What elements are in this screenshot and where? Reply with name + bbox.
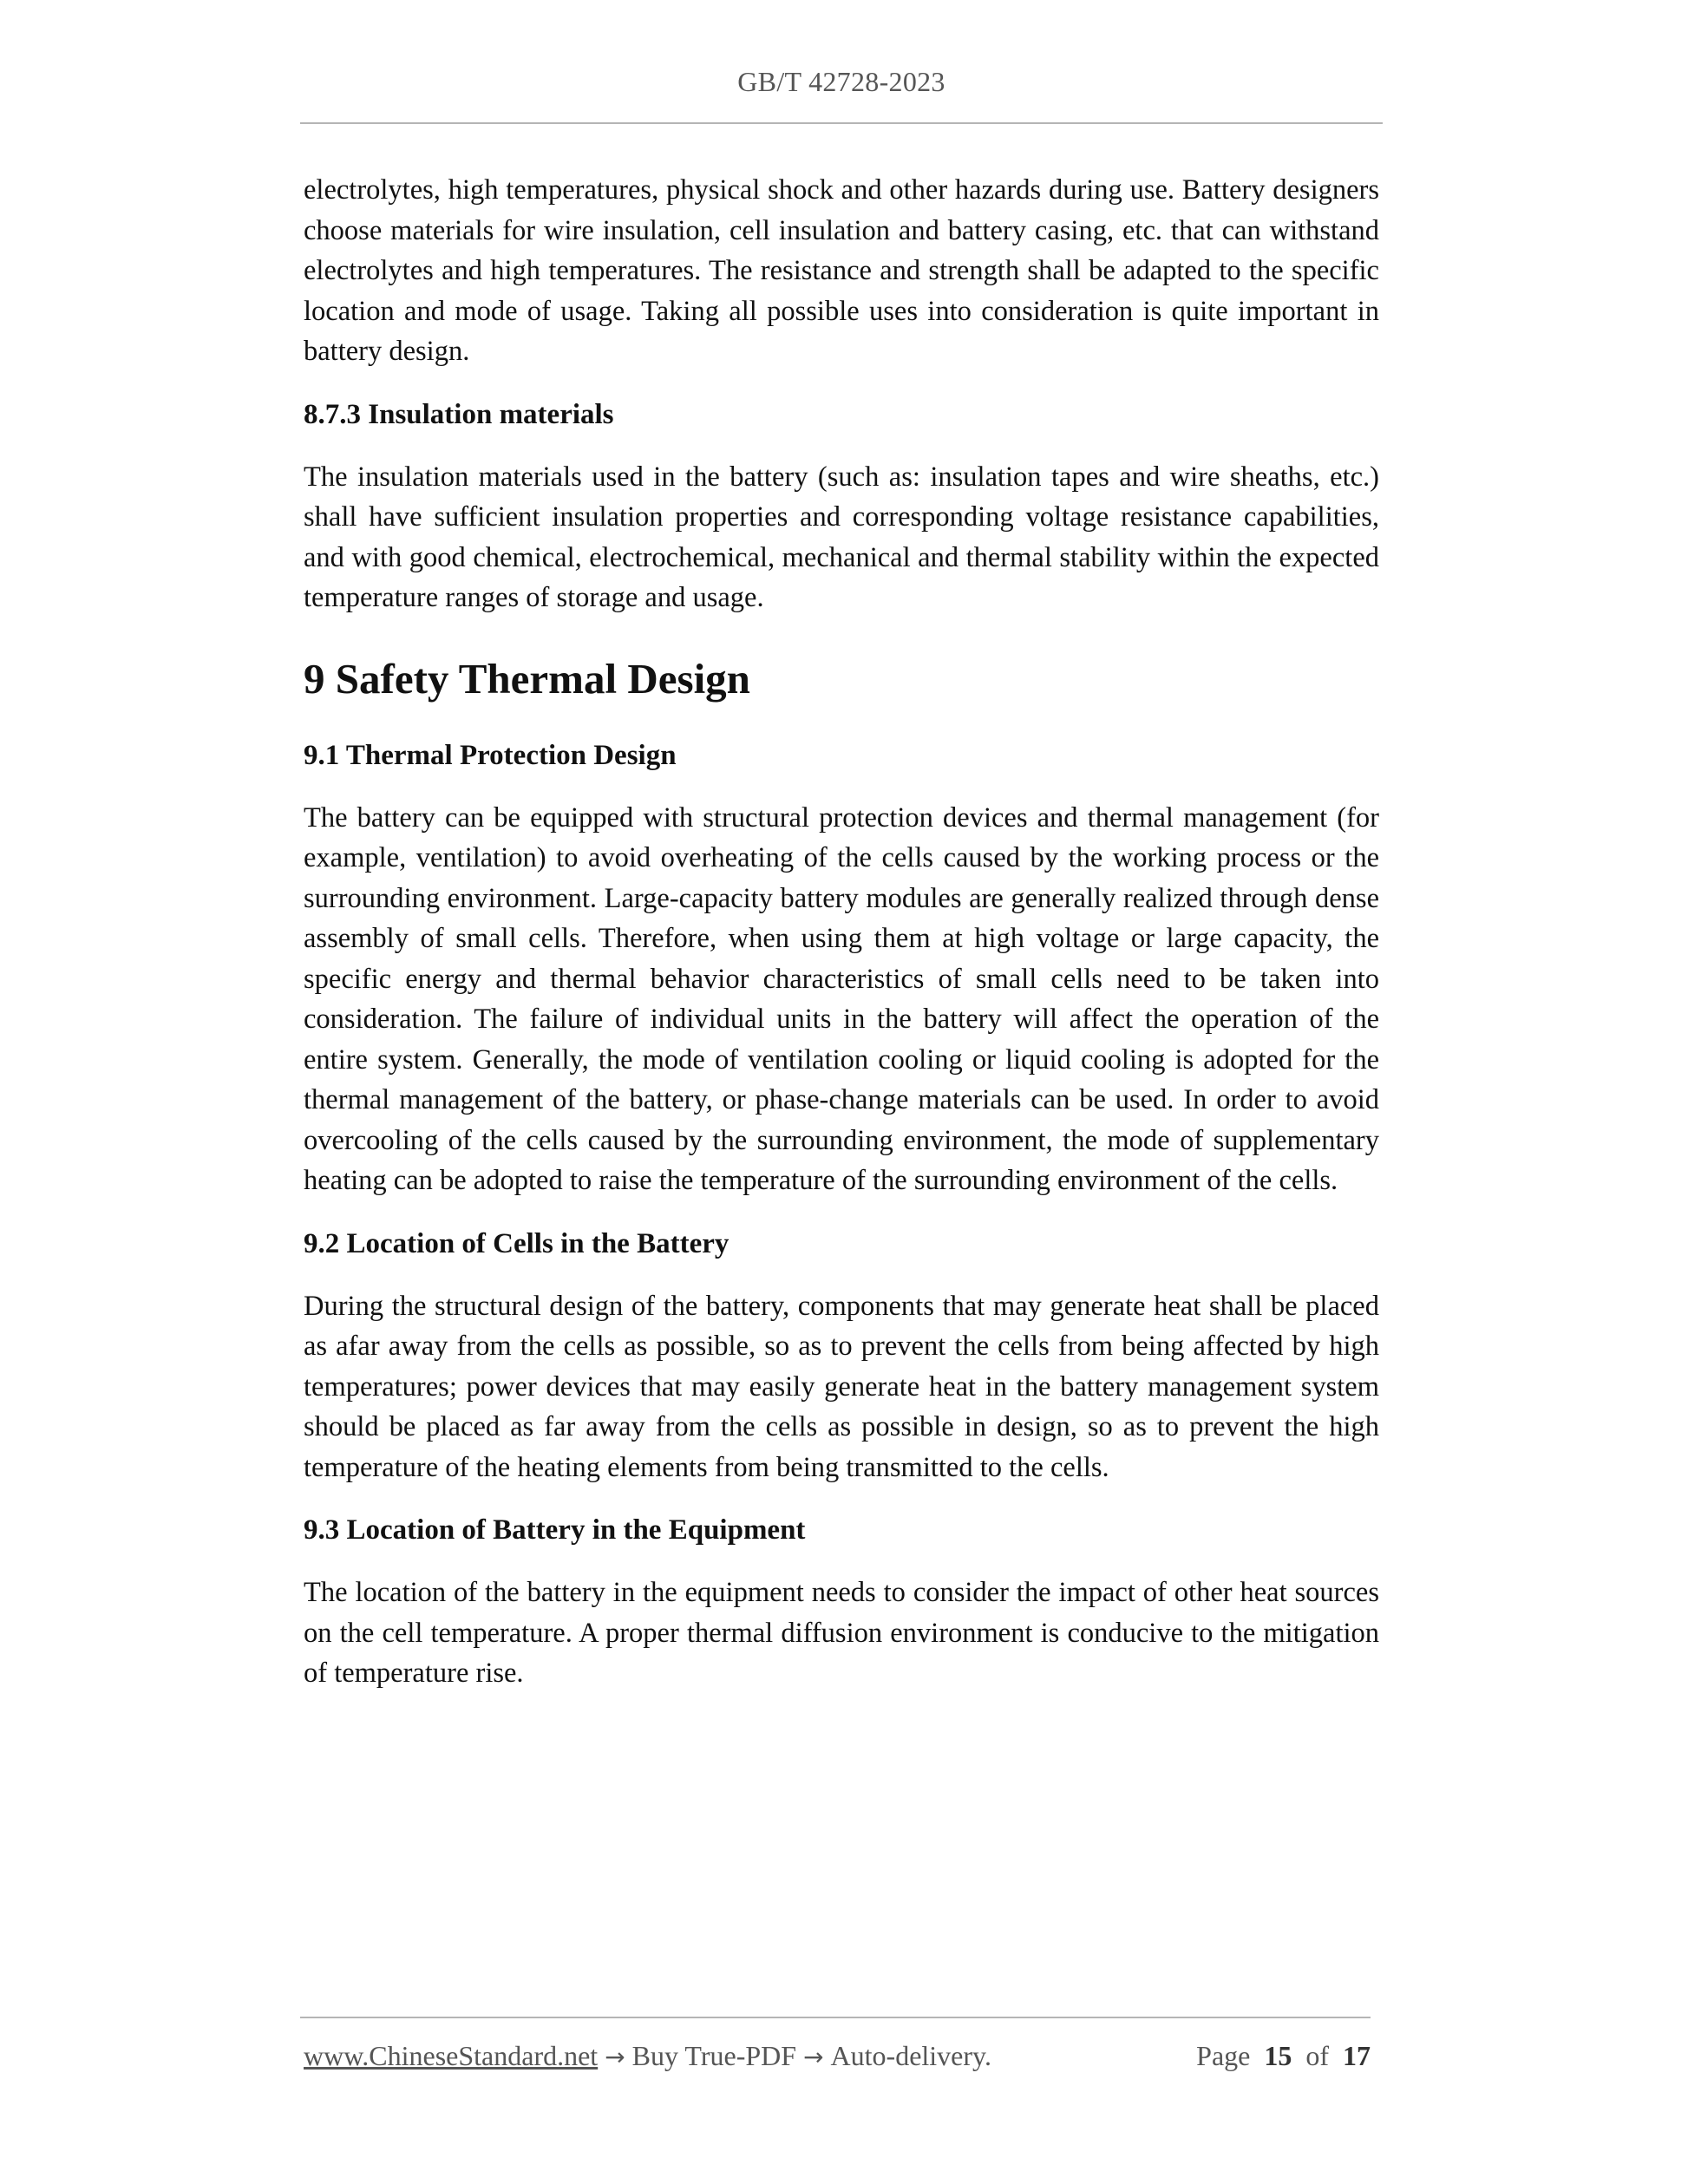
document-body xyxy=(304,170,1379,1694)
paragraph-cell-location: During the structural design of the battery, components that may generate heat shall be placed as afar away from the cells as possible, so as to prevent the cells from being affected by high temperatures; power devices that may easily generate heat in the battery management system should be placed as far away from the cells as possible in design, so as to prevent the high temperature of the heating elements from being transmitted to the cells. xyxy=(304,1290,1379,1483)
buy-pdf-text: Buy True-PDF xyxy=(631,2040,797,2071)
page-total: 17 xyxy=(1343,2040,1371,2071)
paragraph-battery-location: The location of the battery in the equipment needs to consider the impact of other heat sources on the cell temperature. A proper thermal diffusion environment is conducive to the mitigation of temperature rise. xyxy=(304,1577,1379,1689)
heading-9-2: 9.2 Location of Cells in the Battery xyxy=(304,1227,730,1259)
page-label: Page xyxy=(1196,2040,1251,2071)
page-current: 15 xyxy=(1264,2040,1292,2071)
heading-9-1: 9.1 Thermal Protection Design xyxy=(304,739,677,771)
of-label: of xyxy=(1305,2040,1329,2071)
paragraph-continued: electrolytes, high temperatures, physical shock and other hazards during use. Battery designers choose materials for wire insulation, cell insulation and battery casing, etc. that can withstand electrolytes and high temperatures. The resistance and strength shall be adapted to the specific location and mode of usage. Taking all possible uses into consideration is quite important in battery design. xyxy=(304,174,1379,367)
footer-promo xyxy=(304,2037,991,2076)
document-header: GB/T 42728-2023 xyxy=(737,66,945,97)
page-number xyxy=(1196,2037,1371,2075)
paragraph-insulation-materials: The insulation materials used in the battery (such as: insulation tapes and wire sheaths, etc.) shall have sufficient insulation properties and corresponding voltage resistance capabilities, and with good chemical, electrochemical, mechanical and thermal stability within the expected temperature ranges of storage and usage. xyxy=(304,461,1379,613)
right-arrow-icon: → xyxy=(803,2043,824,2071)
heading-section-9: 9 Safety Thermal Design xyxy=(304,654,750,703)
heading-9-3: 9.3 Location of Battery in the Equipment xyxy=(304,1514,806,1546)
heading-8-7-3: 8.7.3 Insulation materials xyxy=(304,398,614,430)
header-divider xyxy=(300,122,1383,124)
footer-divider xyxy=(300,2017,1371,2018)
site-link[interactable]: www.ChineseStandard.net xyxy=(304,2040,599,2071)
right-arrow-icon: → xyxy=(605,2043,625,2071)
paragraph-thermal-protection: The battery can be equipped with structural protection devices and thermal management (for example, ventilation) to avoid overheating of the cells caused by the working process or the surrounding environment. Large-capacity battery modules are generally realized through dense assembly of small cells. Therefore, when using them at high voltage or large capacity, the specific energy and thermal behavior characteristics of small cells need to be taken into consideration. The failure of individual units in the battery will affect the operation of the entire system. Generally, the mode of ventilation cooling or liquid cooling is adopted for the thermal management of the battery, or phase-change materials can be used. In order to avoid overcooling of the cells caused by the surrounding environment, the mode of supplementary heating can be adopted to raise the temperature of the surrounding environment of the cells. xyxy=(304,801,1379,1196)
auto-delivery-text: Auto-delivery. xyxy=(830,2040,991,2071)
